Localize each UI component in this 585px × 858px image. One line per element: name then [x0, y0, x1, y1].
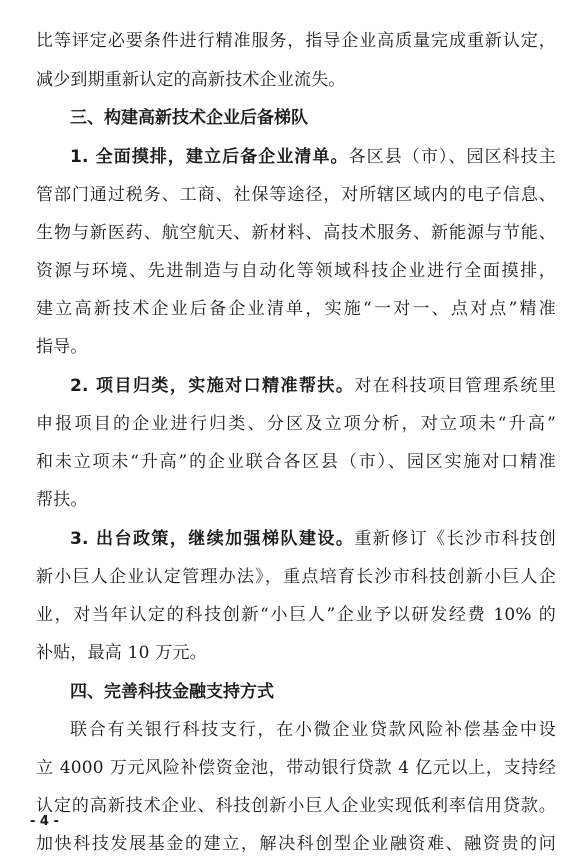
item3-first-line [70, 528, 556, 550]
paragraph-line: 新小巨人企业认定管理办法》，重点培育长沙市科技创新小巨人企 [36, 567, 556, 587]
paragraph-line: 帮扶。 [36, 490, 88, 510]
item2-text: 对在科技项目管理系统里 [354, 376, 557, 396]
paragraph-line: 申报项目的企业进行归类、分区及立项分析，对立项未“升高” [36, 414, 556, 434]
paragraph-line: 减少到期重新认定的高新技术企业流失。 [36, 70, 346, 90]
section-heading-3: 三、构建高新技术企业后备梯队 [70, 108, 308, 128]
item1-lead: 1. 全面摸排，建立后备企业清单。 [70, 147, 349, 167]
paragraph-line: 加快科技发展基金的建立，解决科创型企业融资难、融资贵的问 [36, 834, 556, 854]
paragraph-line: 补贴，最高 10 万元。 [36, 643, 207, 663]
page-number: - 4 - [30, 814, 59, 829]
paragraph-line: 生物与新医药、航空航天、新材料、高技术服务、新能源与节能、 [36, 223, 556, 243]
paragraph-line: 管部门通过税务、工商、社保等途径，对所辖区域内的电子信息、 [36, 185, 556, 205]
item2-first-line [70, 375, 556, 397]
paragraph-line: 业，对当年认定的科技创新“小巨人”企业予以研发经费 10% 的 [36, 605, 556, 625]
paragraph-line: 联合有关银行科技支行，在小微企业贷款风险补偿基金中设 [70, 720, 556, 740]
paragraph-line: 指导。 [36, 337, 88, 357]
item1-text: 各区县（市）、园区科技主 [348, 147, 556, 167]
item2-lead: 2. 项目归类，实施对口精准帮扶。 [70, 376, 355, 396]
item3-text: 重新修订《长沙市科技创 [354, 529, 557, 549]
paragraph-line: 立 4000 万元风险补偿资金池，带动银行贷款 4 亿元以上，支持经 [36, 758, 556, 778]
item3-lead: 3. 出台政策，继续加强梯队建设。 [70, 529, 355, 549]
paragraph-line: 和未立项未“升高”的企业联合各区县（市）、园区实施对口精准 [36, 452, 556, 472]
paragraph-line: 比等评定必要条件进行精准服务，指导企业高质量完成重新认定， [36, 31, 556, 51]
section-heading-4: 四、完善科技金融支持方式 [70, 682, 274, 702]
paragraph-line: 资源与环境、先进制造与自动化等领域科技企业进行全面摸排， [36, 261, 556, 281]
paragraph-line: 建立高新技术企业后备企业清单，实施“一对一、点对点”精准 [36, 299, 556, 319]
paragraph-line: 认定的高新技术企业、科技创新小巨人企业实现低利率信用贷款。 [36, 796, 556, 816]
item1-first-line [70, 146, 556, 168]
